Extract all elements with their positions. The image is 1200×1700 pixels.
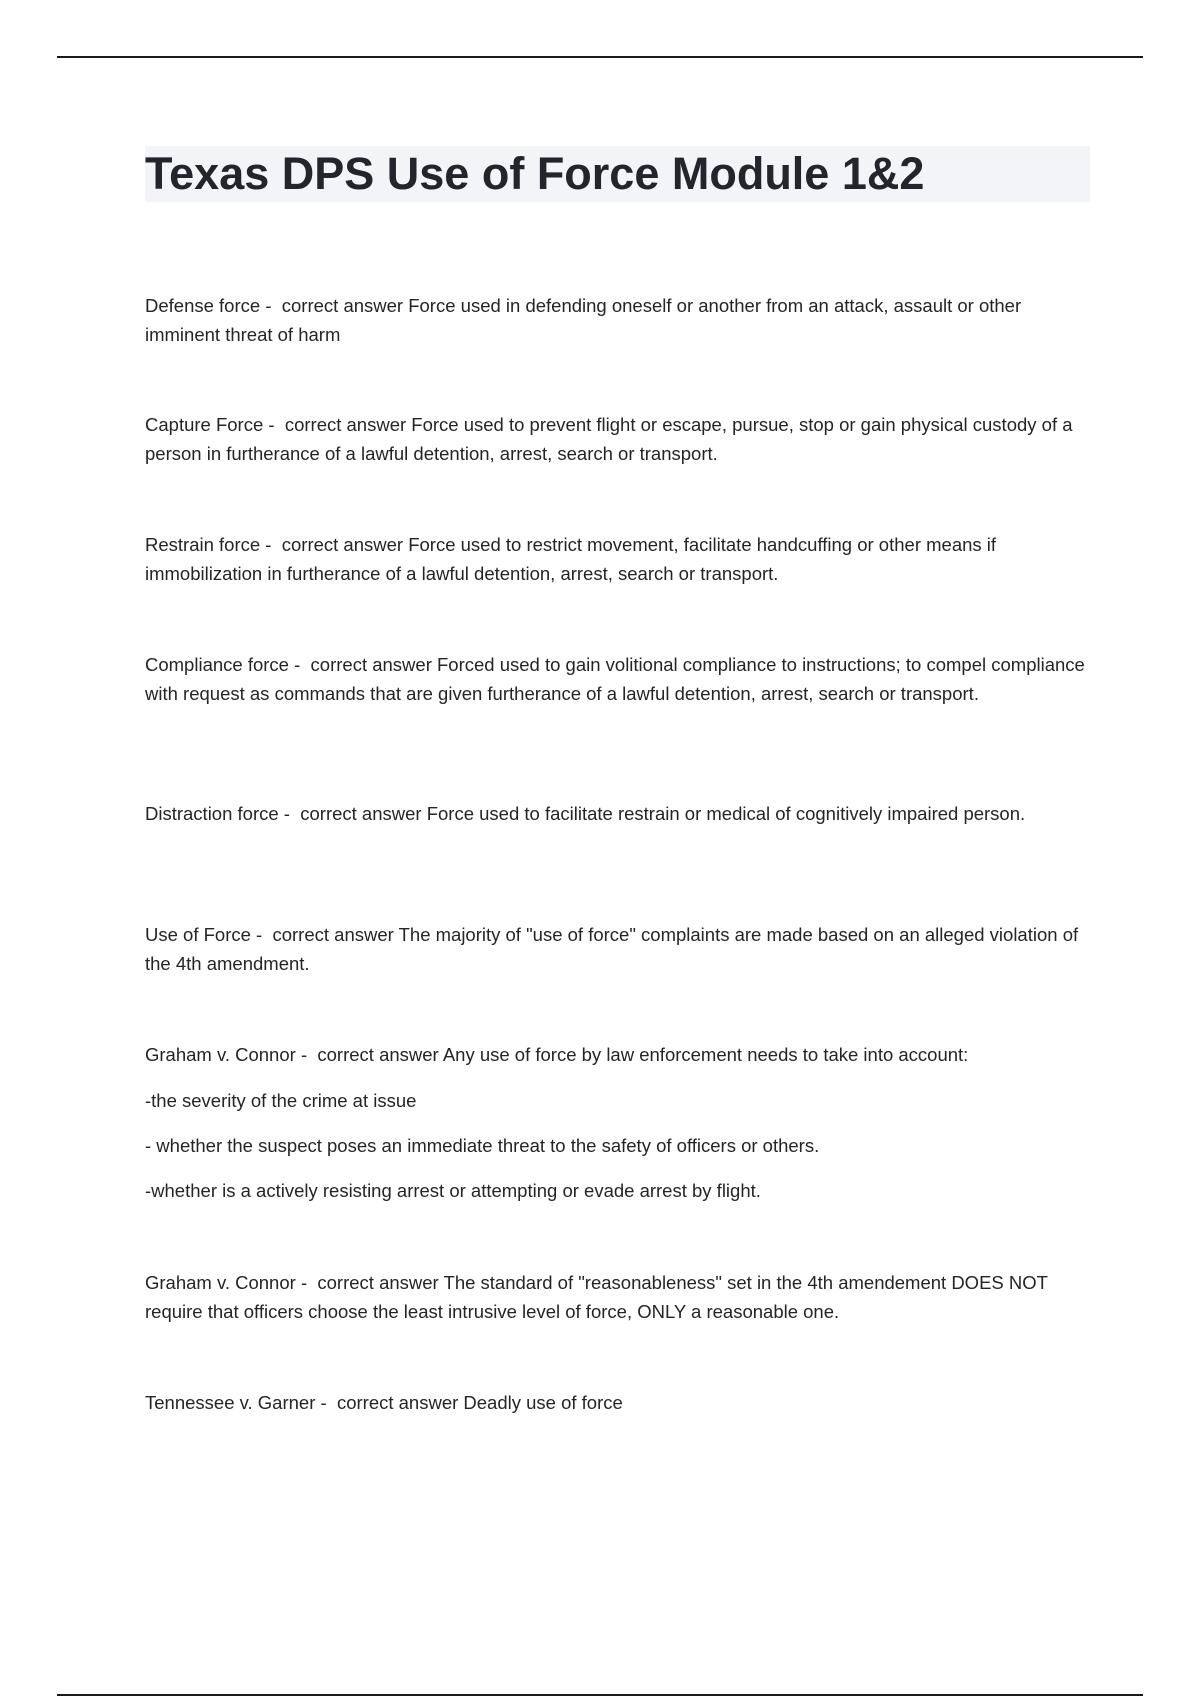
entry-defense-force <box>145 291 1095 349</box>
entry-text <box>145 410 1095 468</box>
entry-text <box>145 1268 1095 1326</box>
entry-use-of-force <box>145 920 1095 978</box>
entry-graham-v-connor-factors <box>145 1040 1095 1205</box>
entry-point: - whether the suspect poses an immediate threat to the safety of officers or others. <box>145 1135 820 1156</box>
entry-restrain-force <box>145 530 1095 588</box>
entry-term: Tennessee v. Garner - <box>145 1392 327 1413</box>
entry-answer: correct answer The standard of "reasonableness" set in the 4th amendement DOES NOT require that officers choose the least intrusive level of force, ONLY a reasonable one. <box>145 1272 1048 1322</box>
entry-text <box>145 530 1095 588</box>
entry-term: Graham v. Connor - <box>145 1272 308 1293</box>
entry-answer: correct answer Any use of force by law enforcement needs to take into account: <box>317 1044 969 1065</box>
entry-term: Compliance force - <box>145 654 301 675</box>
entry-answer: correct answer Force used in defending oneself or another from an attack, assault or other imminent threat of harm <box>145 295 1022 345</box>
top-rule <box>57 56 1143 58</box>
entry-text <box>145 799 1095 828</box>
entry-graham-v-connor-reasonableness <box>145 1268 1095 1326</box>
page-title: Texas DPS Use of Force Module 1&2 <box>145 146 1090 202</box>
entry-term: Capture Force - <box>145 414 275 435</box>
entry-answer: correct answer Force used to facilitate restrain or medical of cognitively impaired person. <box>300 803 1026 824</box>
entry-point: -the severity of the crime at issue <box>145 1090 417 1111</box>
entry-text <box>145 291 1095 349</box>
entry-answer: correct answer The majority of "use of force" complaints are made based on an alleged violation of the 4th amendment. <box>145 924 1079 974</box>
entry-answer: correct answer Force used to prevent flight or escape, pursue, stop or gain physical custody of a person in furtherance of a lawful detention, arrest, search or transport. <box>145 414 1073 464</box>
entry-text <box>145 1388 1095 1417</box>
entry-answer: correct answer Deadly use of force <box>336 1392 623 1413</box>
entry-distraction-force <box>145 799 1095 828</box>
entry-term: Graham v. Connor - <box>145 1044 308 1065</box>
entry-tennessee-v-garner <box>145 1388 1095 1417</box>
entry-term: Use of Force - <box>145 924 263 945</box>
entry-text <box>145 650 1095 708</box>
entry-answer: correct answer Force used to restrict movement, facilitate handcuffing or other means if immobilization in furtherance of a lawful detention, arrest, search or transport. <box>145 534 997 584</box>
bottom-rule <box>57 1694 1143 1696</box>
entry-term: Defense force - <box>145 295 272 316</box>
entry-text <box>145 920 1095 978</box>
entry-term: Restrain force - <box>145 534 272 555</box>
entry-answer: correct answer Forced used to gain volitional compliance to instructions; to compel compliance with request as commands that are given furtherance of a lawful detention, arrest, search or transport. <box>145 654 1085 704</box>
entry-term: Distraction force - <box>145 803 290 824</box>
entry-text <box>145 1040 1095 1069</box>
entry-compliance-force <box>145 650 1095 708</box>
entry-point: -whether is a actively resisting arrest or attempting or evade arrest by flight. <box>145 1180 761 1201</box>
entry-capture-force <box>145 410 1095 468</box>
